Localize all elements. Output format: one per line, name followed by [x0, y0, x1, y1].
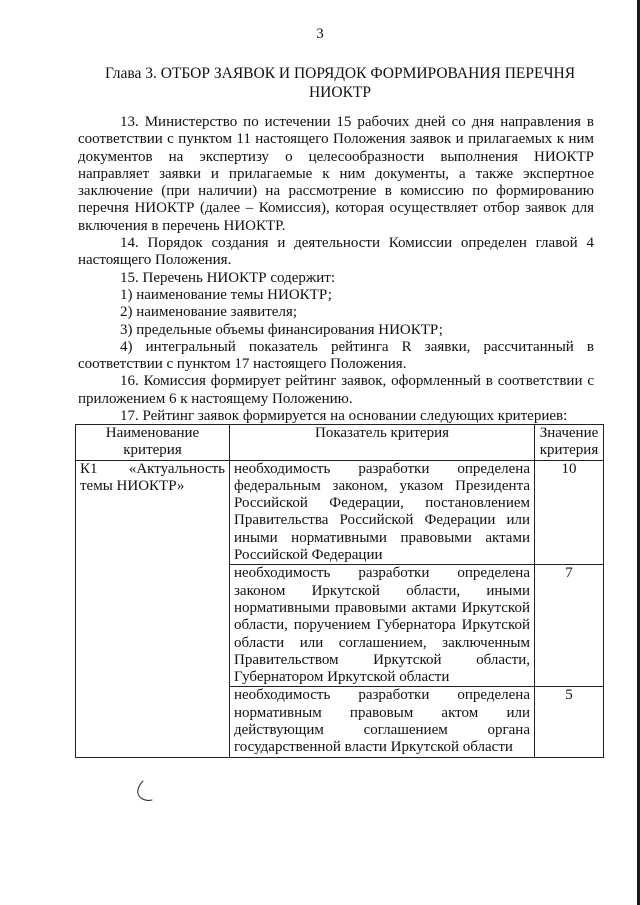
list-item-3: 3) предельные объемы финансирования НИОКТР;: [120, 321, 443, 338]
table-row: [76, 460, 604, 565]
criterion-name-rest: темы НИОКТР»: [80, 477, 185, 494]
criterion-name-first: «Актуальность: [128, 460, 225, 477]
body-text: [78, 114, 594, 425]
list-item-1: 1) наименование темы НИОКТР;: [120, 286, 332, 303]
header-criterion-name: Наименование критерия: [76, 425, 230, 461]
chapter-heading: Глава 3. ОТБОР ЗАЯВОК И ПОРЯДОК ФОРМИРОВАНИЯ ПЕРЕЧНЯ НИОКТР: [104, 65, 576, 101]
indicator-cell: необходимость разработки определена федеральным законом, указом Президента Российской Федерации, постановлением Правительства Российской Федерации или иными нормативными правовыми актами Российской Федерации: [230, 460, 535, 565]
criterion-name-cell: [76, 460, 230, 757]
paragraph-15: 15. Перечень НИОКТР содержит:: [120, 269, 335, 286]
value-cell: 10: [535, 460, 604, 565]
paragraph-16: 16. Комиссия формирует рейтинг заявок, оформленный в соответствии с приложением 6 к настоящему Положению.: [78, 373, 594, 407]
paragraph-17: 17. Рейтинг заявок формируется на основании следующих критериев:: [120, 408, 568, 425]
header-criterion-value: Значение критерия: [535, 425, 604, 461]
pen-mark: [133, 779, 157, 805]
page-number: 3: [316, 26, 324, 42]
header-criterion-indicator: Показатель критерия: [230, 425, 535, 461]
list-item-2: 2) наименование заявителя;: [120, 304, 297, 321]
value-cell: 5: [535, 687, 604, 757]
indicator-cell: необходимость разработки определена законом Иркутской области, иными нормативными правовыми актами Иркутской области, поручением Губернатора Иркутской области или соглашением, заключенным Правительством Иркутской области, Губернатором Иркутской области: [230, 565, 535, 687]
indicator-cell: необходимость разработки определена нормативным правовым актом или действующим соглашением органа государственной власти Иркутской области: [230, 687, 535, 757]
paragraph-14: 14. Порядок создания и деятельности Комиссии определен главой 4 настоящего Положения.: [78, 235, 594, 269]
criterion-code: К1: [80, 460, 98, 477]
table-header-row: [76, 425, 604, 461]
value-cell: 7: [535, 565, 604, 687]
paragraph-13: 13. Министерство по истечении 15 рабочих дней со дня направления в соответствии с пунктом 11 настоящего Положения заявок и прилагаемых к ним документов на экспертизу о целесообразности выполнения НИОКТР направляет заявки и прилагаемые к ним документы, а также экспертное заключение (при наличии) на рассмотрение в комиссию по формированию перечня НИОКТР (далее – Комиссия), которая осуществляет отбор заявок для включения в перечень НИОКТР.: [78, 114, 594, 234]
list-item-4: 4) интегральный показатель рейтинга R заявки, рассчитанный в соответствии с пунктом 17 настоящего Положения.: [78, 338, 594, 373]
criteria-table: [75, 424, 604, 758]
